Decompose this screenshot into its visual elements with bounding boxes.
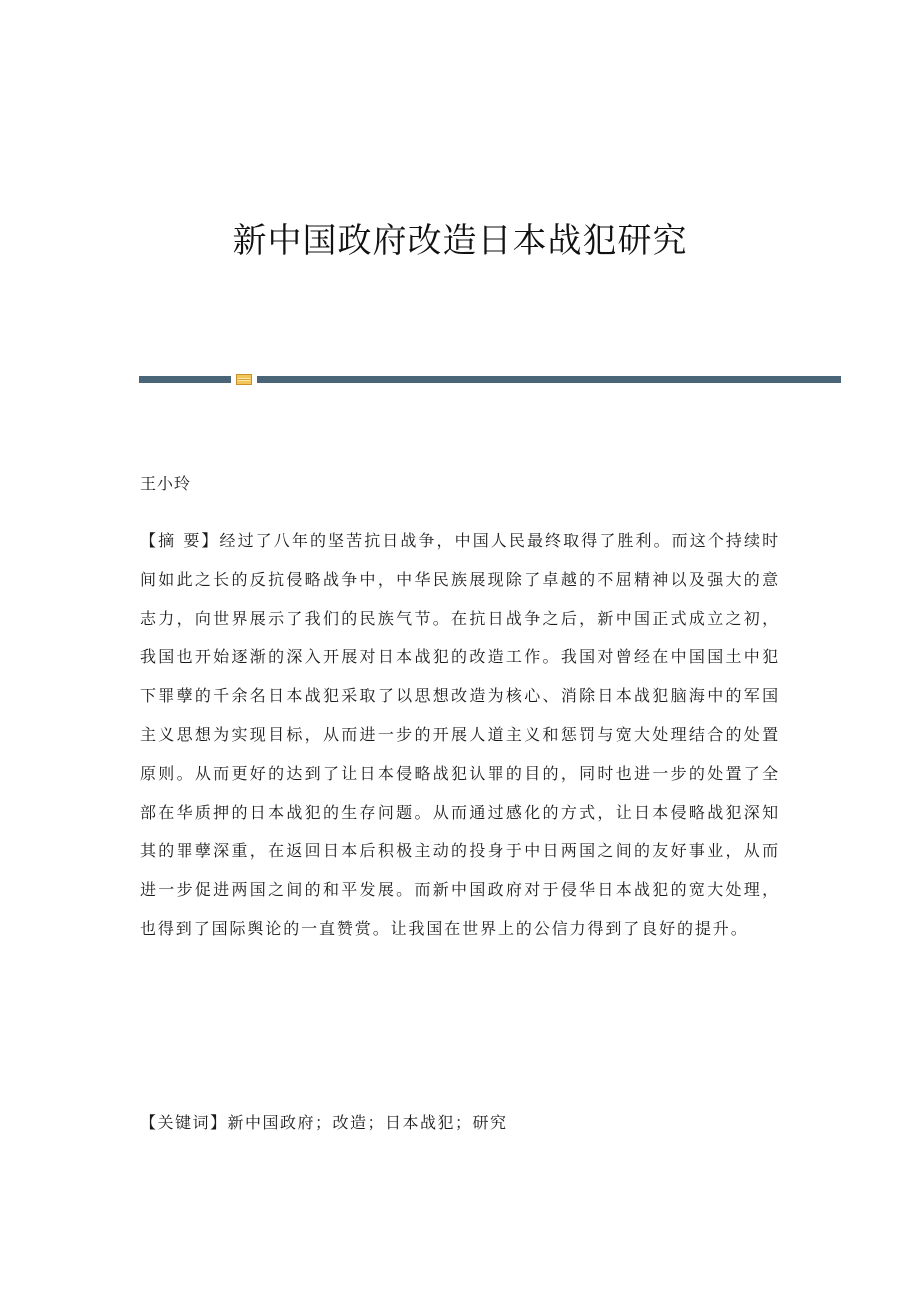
abstract-paragraph: [140, 522, 780, 949]
author-name: 王小玲: [140, 474, 192, 493]
title-divider: [139, 374, 841, 386]
abstract-text: 经过了八年的坚苦抗日战争，中国人民最终取得了胜利。而这个持续时间如此之长的反抗侵略战争中，中华民族展现除了卓越的不屈精神以及强大的意志力，向世界展示了我们的民族气节。在抗日战争之后，新中国正式成立之初，我国也开始逐渐的深入开展对日本战犯的改造工作。我国对曾经在中国国土中犯下罪孽的千余名日本战犯采取了以思想改造为核心、消除日本战犯脑海中的军国主义思想为实现目标，从而进一步的开展人道主义和惩罚与宽大处理结合的处置原则。从而更好的达到了让日本侵略战犯认罪的目的，同时也进一步的处置了全部在华质押的日本战犯的生存问题。从而通过感化的方式，让日本侵略战犯深知其的罪孽深重，在返回日本后积极主动的投身于中日两国之间的友好事业，从而进一步促进两国之间的和平发展。而新中国政府对于侵华日本战犯的宽大处理，也得到了国际舆论的一直赞赏。让我国在世界上的公信力得到了良好的提升。: [140, 531, 780, 938]
book-ornament-icon: [236, 374, 252, 385]
divider-bar-left: [139, 376, 231, 383]
keywords-text: 新中国政府；改造；日本战犯；研究: [227, 1113, 508, 1132]
keywords-label: 【关键词】: [140, 1113, 228, 1132]
abstract-label: 【摘 要】: [140, 531, 220, 550]
keywords-line: [140, 1110, 780, 1136]
document-title: 新中国政府改造日本战犯研究: [232, 221, 688, 261]
divider-bar-right: [257, 376, 841, 383]
